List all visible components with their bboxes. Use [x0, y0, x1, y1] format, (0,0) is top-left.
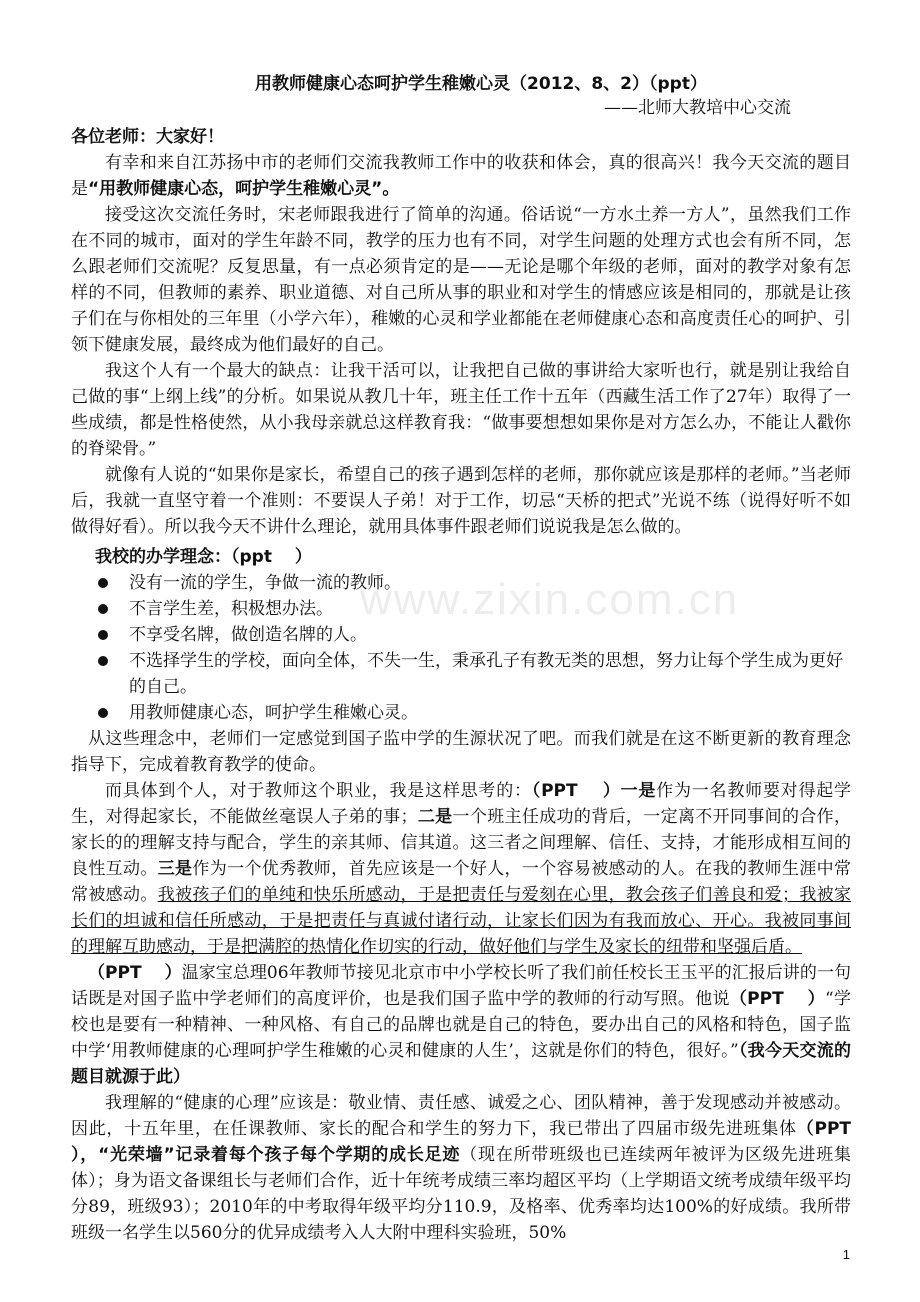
paragraph-1 [71, 150, 851, 202]
paragraph-5: 从这些理念中，老师们一定感觉到国子监中学的生源状况了吧。而我们就是在这不断更新的教育理念指导下，完成着教育教学的使命。 [71, 729, 851, 775]
watermark: www.zixin.com.cn [360, 575, 740, 624]
bullet-icon [98, 708, 108, 718]
list-item [71, 648, 851, 700]
underlined-text: 我被孩子们的单纯和快乐所感动，于是把责任与爱刻在心里，教会孩子们善良和爱；我被家长们的坦诚和信任所感动，于是把责任与真诚付诸行动，让家长们因为有我而放心、开心。我被同事间的理解互助感动，于是把满腔的热情化作切实的行动，做好他们与学生及家长的纽带和坚强后盾。 [71, 885, 852, 957]
bullet-icon [98, 578, 108, 588]
section-heading: 我校的办学理念：（ppt ） [95, 547, 312, 567]
document-subtitle: ——北师大教培中心交流 [604, 98, 791, 118]
page-number: 1 [842, 1247, 850, 1262]
keyword-third: 三是 [157, 859, 193, 879]
bullet-list [71, 570, 851, 726]
ppt-marker: （PPT ） [88, 963, 182, 983]
paragraph-4: 就像有人说的“如果你是家长，希望自己的孩子遇到怎样的老师，那你就应该是那样的老师。”当老师后，我就一直坚守着一个准则：不要误人子弟！对于工作，切忌“天桥的把式”光说不练（说得好听不如做得好看）。所以我今天不讲什么理论，就用具体事件跟老师们说说我是怎么做的。 [71, 465, 851, 537]
keyword-second: 二是 [417, 807, 453, 827]
p6-text: 一个班主任成功的背后，一定离不开同事间的合作，家长的的理解支持与配合，学生的亲其师、信其道。这三者之间理解、信任、支持，才能形成相互间的良性互动。 [71, 807, 852, 879]
bullet-icon [98, 656, 108, 666]
p8-text: （现在所带班级也已连续两年被评为区级先进班集体）；身为语文备课组长与老师们合作，近十年统考成绩三率均超区平均（上学期语文统考成绩年级平均分89，班级93）；2010年的中考取得年级平均分110.9，及格率、优秀率均达100%的好成绩。我所带班级一名学生以560分的优异成绩考入人大附中理科实验班，50% [71, 1145, 851, 1243]
p6-text: 作为一名教师要对得起学生，对得起家长，不能做丝毫误人子弟的事； [71, 781, 852, 827]
p6-text: 作为一个优秀教师，首先应该是一个好人，一个容易被感动的人。在我的教师生涯中常常被感动。 [71, 859, 852, 905]
list-item [71, 570, 851, 596]
paragraph-8 [71, 1090, 874, 1246]
paragraph-2: 接受这次交流任务时，宋老师跟我进行了简单的沟通。俗话说“一方水土养一方人”，虽然我们工作在不同的城市，面对的学生年龄不同，教学的压力也有不同，对学生问题的处理方式也会有所不同，怎么跟老师们交流呢？反复思量，有一点必须肯定的是——无论是哪个年级的老师，面对的教学对象有怎样的不同，但教师的素养、职业道德、对自己所从事的职业和对学生的情感应该是相同的，那就是让孩子们在与你相处的三年里（小学六年），稚嫩的心灵和学业都能在老师健康心态和高度责任心的呵护、引领下健康发展，最终成为他们最好的自己。 [71, 205, 851, 355]
document-title: 用教师健康心态呵护学生稚嫩心灵（2012、8、2）（ppt） [255, 74, 707, 94]
document-body [71, 72, 874, 1246]
bullet-text: 不言学生差，积极想办法。 [129, 599, 333, 619]
ppt-marker: （PPT ） [729, 989, 825, 1009]
p7-text: “学校也是要有一种精神、一种风格、有自己的品牌也就是自己的特色，要办出自己的风格和特色，国子监中学‘用教师健康的心理呵护学生稚嫩的心灵和健康的人生’，这就是你们的特色，很好。” [71, 989, 851, 1061]
paragraph-7 [71, 960, 851, 1090]
bullet-text: 没有一流的学生，争做一流的教师。 [129, 573, 401, 593]
ppt-marker: （PPT ） [531, 781, 621, 801]
p7-text: 温家宝总理06年教师节接见北京市中小学校长听了我们前任校长王玉平的汇报后讲的一句话既是对国子监中学老师们的高度评价，也是我们国子监中学的教师的行动写照。他说 [71, 963, 852, 1009]
list-item [71, 596, 851, 622]
paragraph-1-text: 有幸和来自江苏扬中市的老师们交流我教师工作中的收获和体会，真的很高兴！我今天交流的题目是 [71, 153, 851, 199]
bullet-text: 不享受名牌，做创造名牌的人。 [129, 625, 367, 645]
bullet-text: 不选择学生的学校，面向全体，不失一生，秉承孔子有教无类的思想，努力让每个学生成为更好的自己。 [129, 651, 843, 697]
p6-text: 而具体到个人，对于教师这个职业，我是这样思考的： [105, 781, 532, 801]
keyword-first: 一是 [620, 781, 657, 801]
p8-text: 我理解的“健康的心理”应该是：敬业情、责任感、诚爱之心、团队精神，善于发现感动并被感动。因此，十五年里，在任课教师、家长的配合和学生的努力下，我已带出了四届市级先进班集体 [71, 1093, 851, 1139]
bullet-icon [98, 630, 108, 640]
talk-topic: “用教师健康心态，呵护学生稚嫩心灵”。 [88, 179, 400, 199]
list-item [71, 622, 851, 648]
honor-wall-text: （PPT ），“光荣墙”记录着每个孩子每个学期的成长足迹 [71, 1119, 874, 1165]
bullet-text: 用教师健康心态，呵护学生稚嫩心灵。 [129, 703, 418, 723]
bullet-icon [98, 604, 108, 614]
list-item [71, 700, 851, 726]
greeting: 各位老师：大家好！ [71, 127, 224, 147]
paragraph-3: 我这个人有一个最大的缺点：让我干活可以，让我把自己做的事讲给大家听也行，就是别让我给自己做的事“上纲上线”的分析。如果说从教几十年，班主任工作十五年（西藏生活工作了27年）取得了一些成绩，都是性格使然，从小我母亲就总这样教育我：“做事要想想如果你是对方怎么办，不能让人戳你的脊梁骨。” [71, 361, 851, 459]
topic-source-note: （我今天交流的题目就源于此） [71, 1041, 852, 1087]
paragraph-6 [71, 778, 851, 960]
